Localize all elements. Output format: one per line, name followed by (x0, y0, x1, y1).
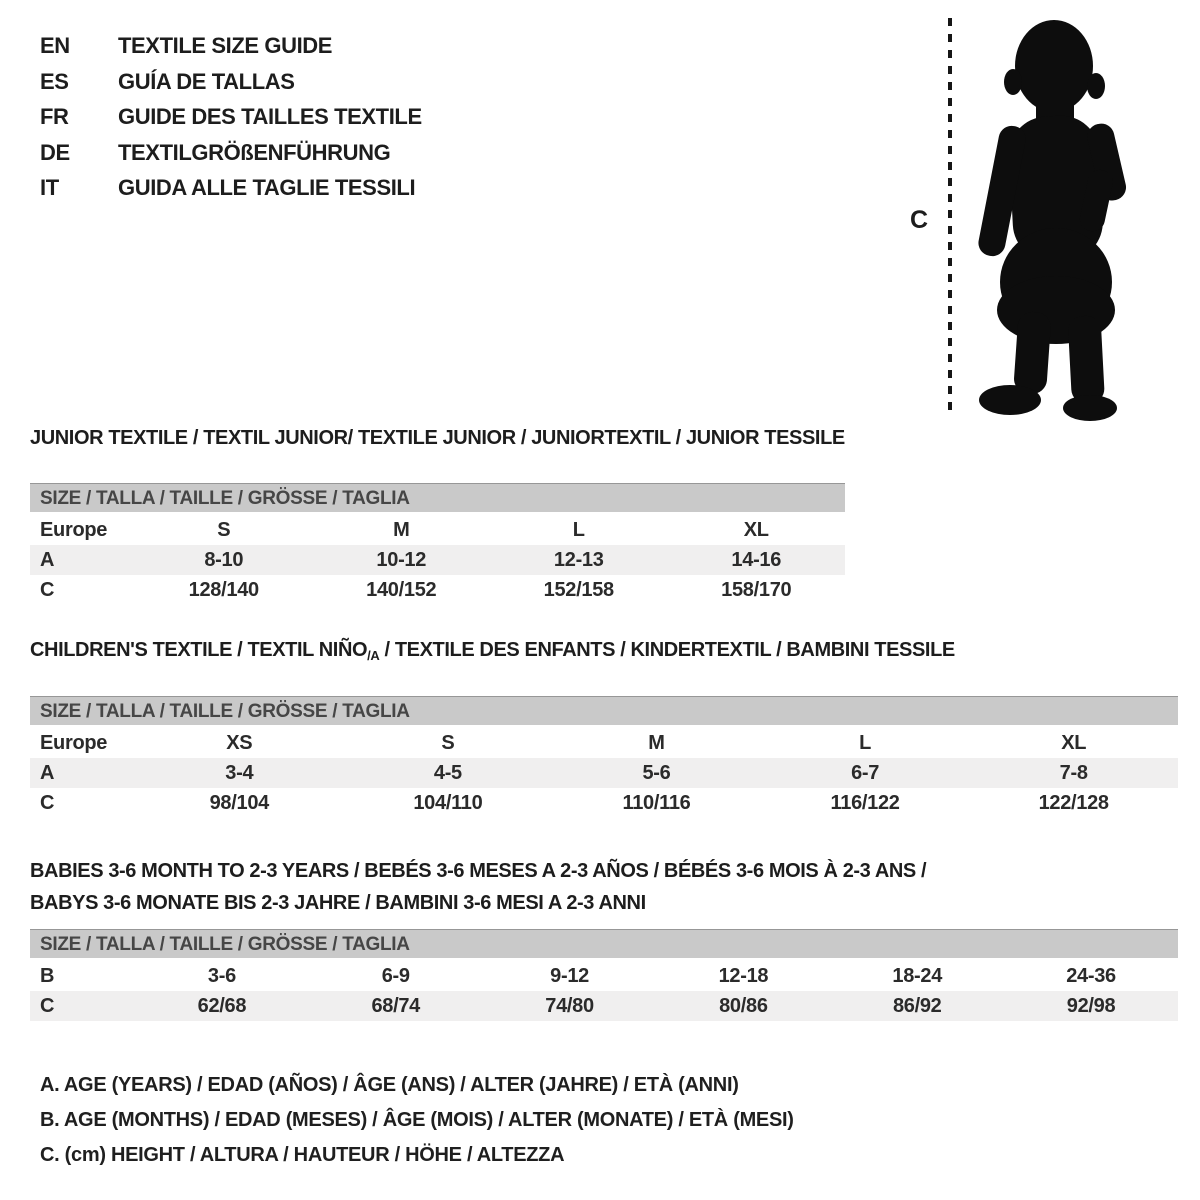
height-cell: 86/92 (892, 995, 942, 1017)
babies-table-title-line2: BABYS 3-6 MONATE BIS 2-3 JAHRE / BAMBINI 3-6 MESI A 2-3 ANNI (30, 892, 646, 914)
age-cell: 12-13 (553, 549, 604, 571)
size-column: L (572, 519, 585, 541)
months-cell: 18-24 (892, 965, 943, 987)
language-code: ES (40, 68, 69, 94)
region-label: Europe (40, 519, 108, 541)
guide-title-de: TEXTILGRÖßENFÜHRUNG (118, 139, 391, 165)
months-cell: 9-12 (550, 965, 589, 987)
table-row-height (30, 991, 1178, 1021)
age-cell: 14-16 (731, 549, 782, 571)
guide-title-en: TEXTILE SIZE GUIDE (118, 33, 333, 58)
guide-title-it: GUIDA ALLE TAGLIE TESSILI (118, 175, 416, 200)
legend-line-c: C. (cm) HEIGHT / ALTURA / HAUTEUR / HÖHE / ALTEZZA (40, 1144, 565, 1166)
height-cell: 80/86 (719, 995, 768, 1017)
babies-table-section (30, 855, 1178, 1021)
height-cell: 158/170 (721, 579, 792, 601)
children-table-section (30, 638, 1178, 818)
age-cell: 10-12 (376, 549, 427, 571)
row-label: C (40, 579, 55, 601)
height-cell: 92/98 (1066, 995, 1116, 1017)
size-header-bar: SIZE / TALLA / TAILLE / GRÖSSE / TAGLIA (30, 929, 1178, 958)
height-cell: 152/158 (543, 579, 614, 601)
age-cell: 3-4 (225, 762, 254, 784)
row-label: A (40, 762, 55, 784)
size-column: S (441, 732, 455, 754)
size-column: XL (1061, 732, 1087, 754)
height-cell: 74/80 (545, 995, 594, 1017)
guide-title-fr: GUIDE DES TAILLES TEXTILE (118, 104, 422, 129)
junior-table-title: JUNIOR TEXTILE / TEXTIL JUNIOR/ TEXTILE JUNIOR / JUNIORTEXTIL / JUNIOR TESSILE (30, 427, 845, 449)
height-cell: 68/74 (371, 995, 421, 1017)
language-row-it (40, 170, 422, 206)
size-header-bar: SIZE / TALLA / TAILLE / GRÖSSE / TAGLIA (30, 483, 845, 512)
children-title-sub: /A (367, 648, 380, 663)
language-code: FR (40, 104, 69, 129)
height-cell: 122/128 (1038, 792, 1109, 814)
size-column: M (393, 519, 410, 541)
children-table-title (30, 638, 1178, 668)
row-label: A (40, 549, 55, 571)
legend-line-b: B. AGE (MONTHS) / EDAD (MESES) / ÂGE (MOIS) / ALTER (MONATE) / ETÀ (MESI) (40, 1109, 794, 1131)
size-column: XL (743, 519, 769, 541)
columns-header-row (30, 515, 845, 545)
height-cell: 98/104 (209, 792, 269, 814)
height-cell: 110/116 (622, 792, 691, 814)
height-measure-c-label: C (910, 206, 929, 234)
age-cell: 8-10 (204, 549, 244, 571)
height-cell: 62/68 (197, 995, 247, 1017)
months-cell: 24-36 (1066, 965, 1116, 987)
table-row-months (30, 961, 1178, 991)
children-title-rest: / TEXTILE DES ENFANTS / KINDERTEXTIL / BAMBINI TESSILE (379, 639, 955, 661)
language-row-fr (40, 99, 422, 135)
row-label: C (40, 792, 55, 814)
region-label: Europe (40, 732, 108, 754)
guide-title-es: GUÍA DE TALLAS (118, 68, 295, 94)
size-column: M (648, 732, 665, 754)
row-label: B (40, 965, 55, 987)
language-code: IT (40, 175, 59, 200)
language-code: EN (40, 33, 70, 58)
height-cell: 128/140 (188, 579, 259, 601)
language-row-es (40, 64, 422, 100)
language-code: DE (40, 139, 70, 165)
height-dashed-line (948, 18, 952, 418)
size-column: XS (226, 732, 253, 754)
toddler-silhouette-icon (958, 14, 1140, 424)
age-cell: 7-8 (1059, 762, 1088, 784)
children-title-main: CHILDREN'S TEXTILE / TEXTIL NIÑO (30, 639, 368, 661)
months-cell: 6-9 (381, 965, 410, 987)
height-cell: 116/122 (830, 792, 900, 814)
height-cell: 104/110 (413, 792, 483, 814)
size-column: S (217, 519, 231, 541)
table-row-age (30, 545, 845, 575)
junior-table-section (30, 426, 845, 605)
months-cell: 12-18 (718, 965, 769, 987)
table-row-height (30, 788, 1178, 818)
table-row-age (30, 758, 1178, 788)
language-row-de (40, 135, 422, 171)
row-label: C (40, 995, 55, 1017)
language-row-en (40, 28, 422, 64)
age-cell: 5-6 (642, 762, 671, 784)
babies-table-title-line1: BABIES 3-6 MONTH TO 2-3 YEARS / BEBÉS 3-6 MESES A 2-3 AÑOS / BÉBÉS 3-6 MOIS À 2-3 ANS / (30, 860, 927, 882)
size-column: L (859, 732, 872, 754)
size-header-bar: SIZE / TALLA / TAILLE / GRÖSSE / TAGLIA (30, 696, 1178, 725)
age-cell: 6-7 (851, 762, 880, 784)
columns-header-row (30, 728, 1178, 758)
months-cell: 3-6 (207, 965, 236, 987)
legend-line-a: A. AGE (YEARS) / EDAD (AÑOS) / ÂGE (ANS) / ALTER (JAHRE) / ETÀ (ANNI) (40, 1074, 739, 1096)
age-cell: 4-5 (433, 762, 462, 784)
height-cell: 140/152 (366, 579, 437, 601)
language-title-list (40, 28, 422, 206)
table-row-height (30, 575, 845, 605)
measurement-legend (40, 1068, 794, 1173)
